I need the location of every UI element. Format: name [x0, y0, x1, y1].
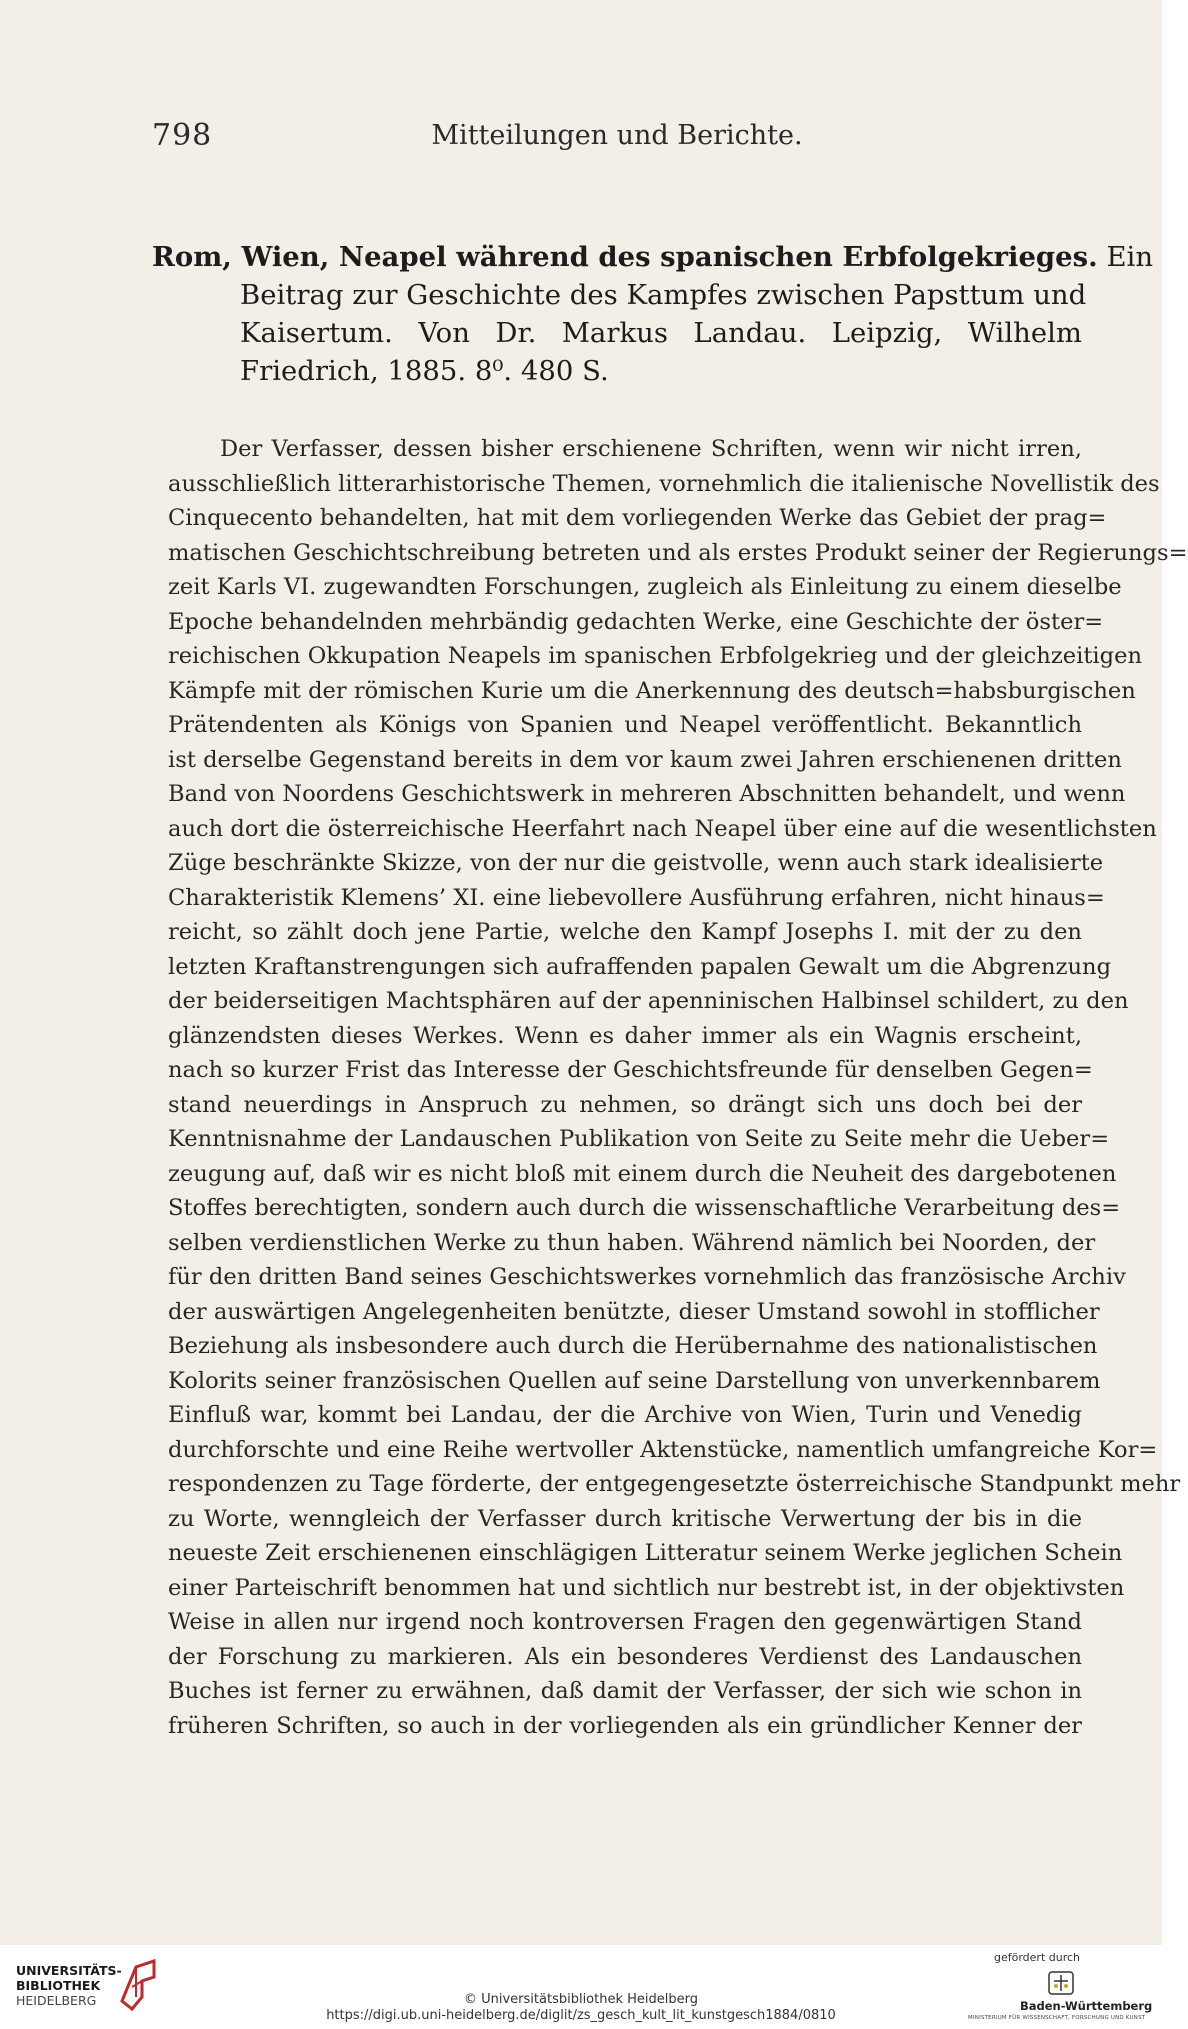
- page-number: 798: [152, 118, 213, 153]
- title-line-4: Friedrich, 1885. 8⁰. 480 S.: [240, 355, 609, 387]
- body-line: einer Parteischrift benommen hat und sichtlich nur bestrebt ist, in der objektivsten: [168, 1574, 1125, 1601]
- sponsor-ministry: MINISTERIUM FÜR WISSENSCHAFT, FORSCHUNG UND KUNST: [968, 2015, 1146, 2021]
- body-line: früheren Schriften, so auch in der vorliegenden als ein gründlicher Kenner der: [168, 1712, 1082, 1739]
- body-line: Beziehung als insbesondere auch durch die Herübernahme des nationalistischen: [168, 1333, 1098, 1359]
- logo-line-3: HEIDELBERG: [16, 1993, 97, 2008]
- body-line: der beiderseitigen Machtsphären auf der apenninischen Halbinsel schildert, zu den: [168, 988, 1129, 1014]
- page-header: [152, 118, 1082, 158]
- logo-line-1: UNIVERSITÄTS-: [16, 1963, 122, 1978]
- page-footer: [0, 1945, 1162, 2029]
- body-line: selben verdienstlichen Werke zu thun haben. Während nämlich bei Noorden, der: [168, 1229, 1096, 1256]
- title-line-1-rest: Ein: [1106, 241, 1154, 273]
- title-line-2: Beitrag zur Geschichte des Kampfes zwischen Papsttum und: [240, 279, 1087, 311]
- copyright-notice: © Universitätsbibliothek Heidelberg: [463, 1992, 698, 2007]
- body-line: zeit Karls VI. zugewandten Forschungen, zugleich als Einleitung zu einem dieselbe: [168, 574, 1122, 600]
- body-line: reicht, so zählt doch jene Partie, welche den Kampf Josephs I. mit der zu den: [168, 919, 1082, 945]
- body-line: Cinquecento behandelten, hat mit dem vorliegenden Werke das Gebiet der prag=: [168, 505, 1107, 531]
- body-line: Epoche behandelnden mehrbändig gedachten Werke, eine Geschichte der öster=: [168, 608, 1104, 635]
- body-line: Kolorits seiner französischen Quellen auf seine Darstellung von unverkennbarem: [168, 1367, 1101, 1394]
- sponsor-label: gefördert durch: [994, 1951, 1081, 1964]
- body-line: der auswärtigen Angelegenheiten benützte, dieser Umstand sowohl in stofflicher: [168, 1298, 1100, 1325]
- body-line: Charakteristik Klemens’ XI. eine liebevollere Ausführung erfahren, nicht hinaus=: [168, 884, 1105, 911]
- logo-line-2: BIBLIOTHEK: [16, 1978, 101, 1993]
- body-line: matischen Geschichtschreibung betreten und als erstes Produkt seiner der Regierungs=: [168, 539, 1188, 566]
- body-line: Prätendenten als Königs von Spanien und Neapel veröffentlicht. Bekanntlich: [168, 712, 1082, 738]
- body-line: nach so kurzer Frist das Interesse der Geschichtsfreunde für denselben Gegen=: [168, 1057, 1093, 1083]
- body-line: ist derselbe Gegenstand bereits in dem vor kaum zwei Jahren erschienenen dritten: [168, 746, 1122, 773]
- body-line: reichischen Okkupation Neapels im spanischen Erbfolgekrieg und der gleichzeitigen: [168, 643, 1143, 669]
- body-line: stand neuerdings in Anspruch zu nehmen, so drängt sich uns doch bei der: [168, 1091, 1082, 1118]
- title-main: Rom, Wien, Neapel während des spanischen Erbfolgekrieges.: [152, 241, 1098, 273]
- source-url[interactable]: https://digi.ub.uni-heidelberg.de/diglit/zs_gesch_kult_lit_kunstgesch1884/0810: [326, 2008, 836, 2023]
- title-line-3: Kaisertum. Von Dr. Markus Landau. Leipzig, Wilhelm: [240, 317, 1082, 349]
- body-line: zu Worte, wenngleich der Verfasser durch kritische Verwertung der bis in die: [168, 1505, 1082, 1532]
- body-line: ausschließlich litterarhistorische Themen, vornehmlich die italienische Novellistik des: [168, 470, 1160, 497]
- body-line: respondenzen zu Tage förderte, der entgegengesetzte österreichische Standpunkt mehr: [168, 1471, 1181, 1497]
- body-line: Buches ist ferner zu erwähnen, daß damit der Verfasser, der sich wie schon in: [168, 1678, 1082, 1704]
- body-line: für den dritten Band seines Geschichtswerkes vornehmlich das französische Archiv: [168, 1264, 1126, 1290]
- body-paragraph: [168, 432, 1188, 1743]
- body-line: Züge beschränkte Skizze, von der nur die geistvolle, wenn auch stark idealisierte: [168, 850, 1104, 876]
- review-title: [152, 238, 1154, 390]
- body-line: Einfluß war, kommt bei Landau, der die Archive von Wien, Turin und Venedig: [168, 1402, 1082, 1428]
- body-line: glänzendsten dieses Werkes. Wenn es daher immer als ein Wagnis erscheint,: [168, 1022, 1082, 1049]
- sponsor-name: Baden-Württemberg: [1020, 1999, 1153, 2013]
- body-line: Der Verfasser, dessen bisher erschienene Schriften, wenn wir nicht irren,: [220, 436, 1082, 462]
- body-line: zeugung auf, daß wir es nicht bloß mit einem durch die Neuheit des dargebotenen: [168, 1160, 1117, 1187]
- coat-of-arms-icon: [1046, 1969, 1076, 1997]
- title-line-1: [152, 238, 1154, 276]
- body-line: Stoffes berechtigten, sondern auch durch die wissenschaftliche Verarbeitung des=: [168, 1195, 1121, 1221]
- body-line: letzten Kraftanstrengungen sich aufraffenden papalen Gewalt um die Abgrenzung: [168, 953, 1112, 980]
- running-head: Mitteilungen und Berichte.: [431, 120, 803, 151]
- body-line: Band von Noordens Geschichtswerk in mehreren Abschnitten behandelt, und wenn: [168, 781, 1126, 807]
- body-line: der Forschung zu markieren. Als ein besonderes Verdienst des Landauschen: [168, 1643, 1082, 1670]
- body-line: Kämpfe mit der römischen Kurie um die Anerkennung des deutsch=habsburgischen: [168, 677, 1136, 704]
- body-line: durchforschte und eine Reihe wertvoller Aktenstücke, namentlich umfangreiche Kor=: [168, 1436, 1158, 1463]
- body-line: auch dort die österreichische Heerfahrt nach Neapel über eine auf die wesentlichsten: [168, 815, 1157, 842]
- body-line: Kenntnisnahme der Landauschen Publikation von Seite zu Seite mehr die Ueber=: [168, 1126, 1110, 1152]
- body-line: neueste Zeit erschienenen einschlägigen Litteratur seinem Werke jeglichen Schein: [168, 1540, 1123, 1566]
- body-line: Weise in allen nur irgend noch kontroversen Fragen den gegenwärtigen Stand: [168, 1609, 1082, 1635]
